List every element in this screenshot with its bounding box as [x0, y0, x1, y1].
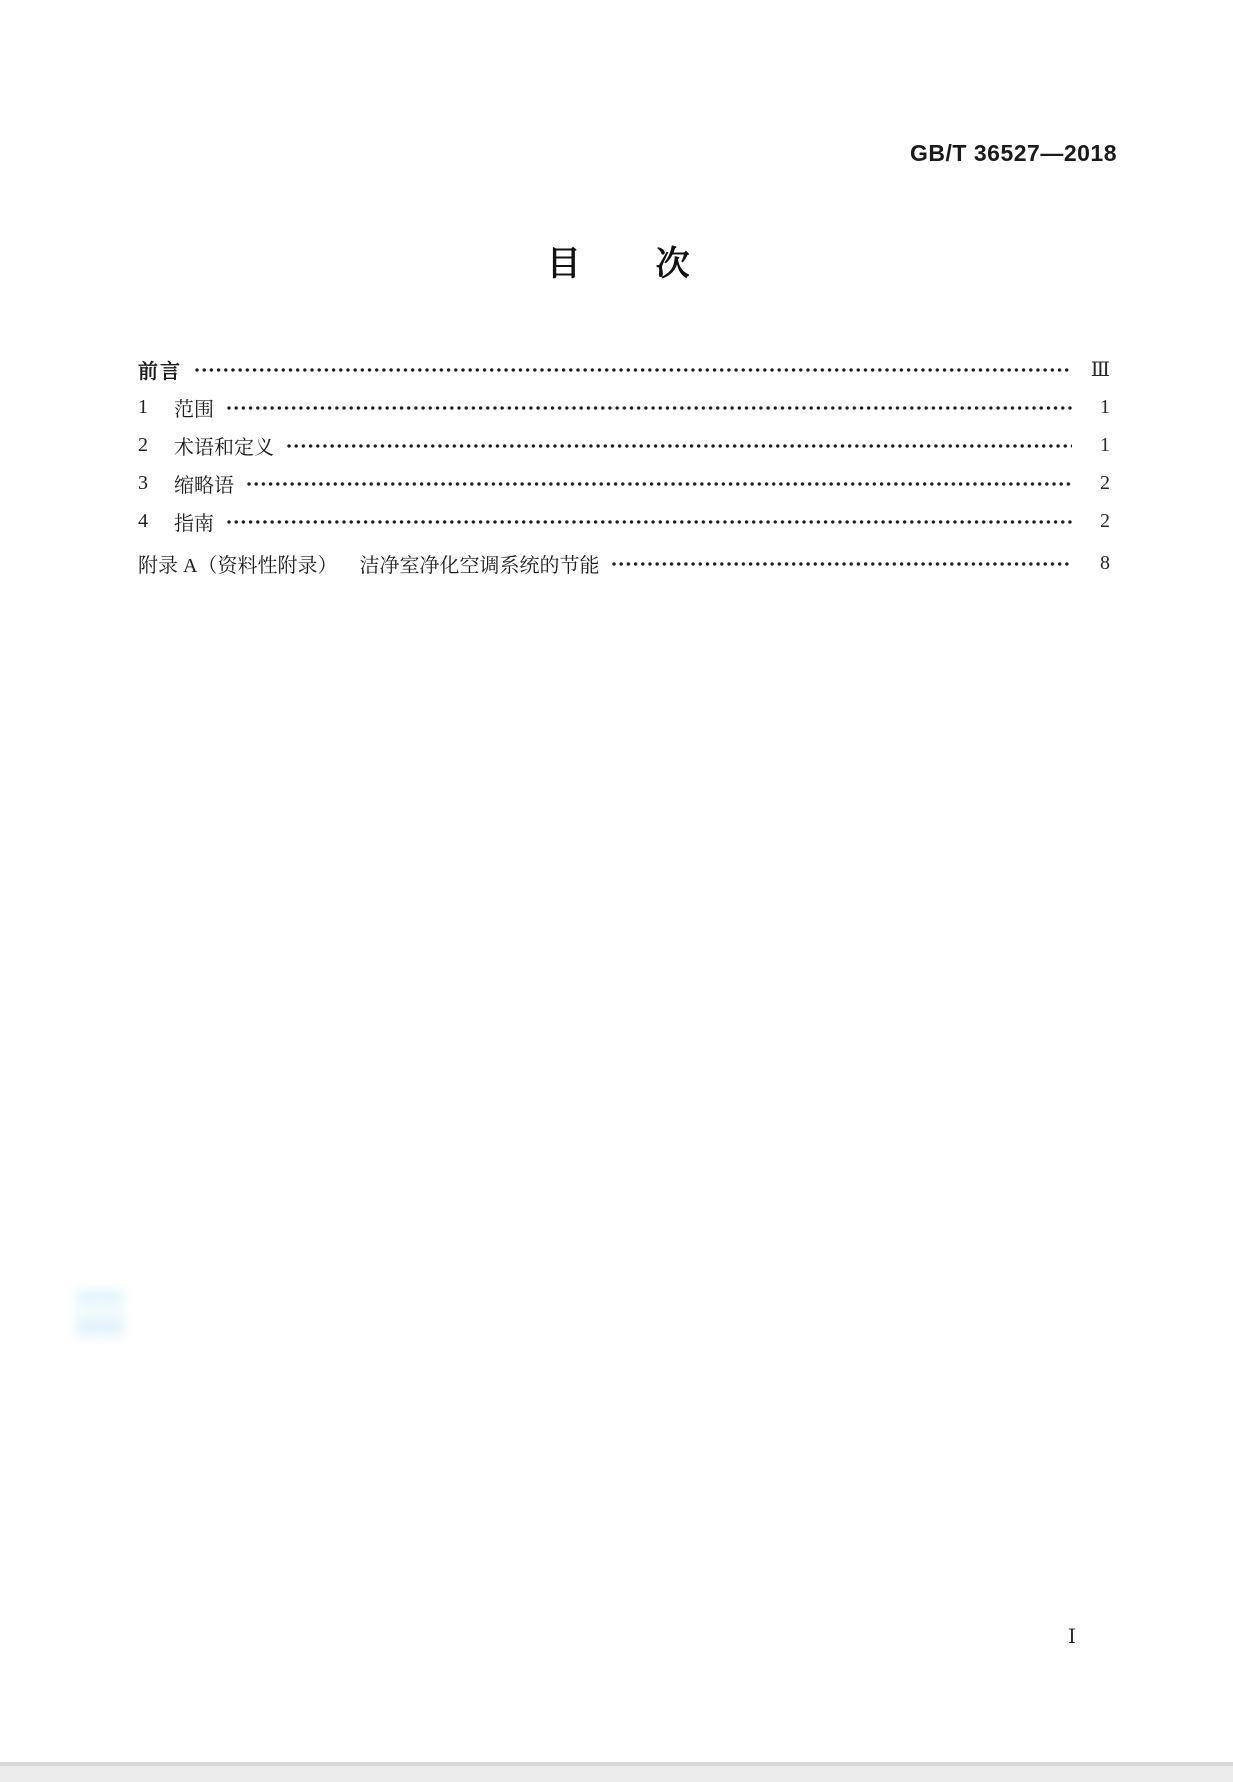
toc-entry-label: 前言 [138, 360, 182, 383]
toc-entry-page-number: 2 [1100, 509, 1110, 532]
dot-leader [612, 561, 1072, 567]
toc-list [138, 350, 1110, 582]
toc-entry [138, 426, 1110, 464]
scan-smudge-artifact [76, 1290, 124, 1340]
toc-entry-page-number: 2 [1100, 471, 1110, 494]
toc-entry-page-number: 1 [1100, 433, 1110, 456]
dot-leader [247, 481, 1072, 487]
toc-entry-page-number: Ⅲ [1090, 358, 1110, 381]
toc-entry [138, 464, 1110, 502]
toc-entry-number: 2 [138, 433, 148, 456]
toc-entry-label: 附录 A（资料性附录） [138, 554, 338, 577]
scan-edge [0, 1762, 1233, 1782]
footer-page-number: Ⅰ [1068, 1626, 1076, 1648]
toc-entry-label: 缩略语 [174, 474, 234, 497]
toc-entry-number: 4 [138, 509, 148, 532]
toc-entry-sublabel: 洁净室净化空调系统的节能 [359, 554, 600, 577]
toc-entry-label: 指南 [174, 512, 214, 535]
toc-entry [138, 502, 1110, 540]
page-title: 目次 [546, 245, 765, 283]
toc-entry-page-number: 1 [1100, 395, 1110, 418]
toc-entry-label: 范围 [174, 398, 214, 421]
toc-entry [138, 544, 1110, 582]
dot-leader [227, 519, 1072, 525]
dot-leader [195, 367, 1072, 373]
dot-leader [287, 443, 1072, 449]
dot-leader [227, 405, 1072, 411]
toc-entry-page-number: 8 [1100, 551, 1110, 574]
toc-entry-number: 3 [138, 471, 148, 494]
toc-entry [138, 350, 1110, 388]
toc-entry [138, 388, 1110, 426]
toc-entry-label: 术语和定义 [174, 436, 274, 459]
toc-entry-number: 1 [138, 395, 148, 418]
standard-number: GB/T 36527—2018 [910, 140, 1117, 166]
